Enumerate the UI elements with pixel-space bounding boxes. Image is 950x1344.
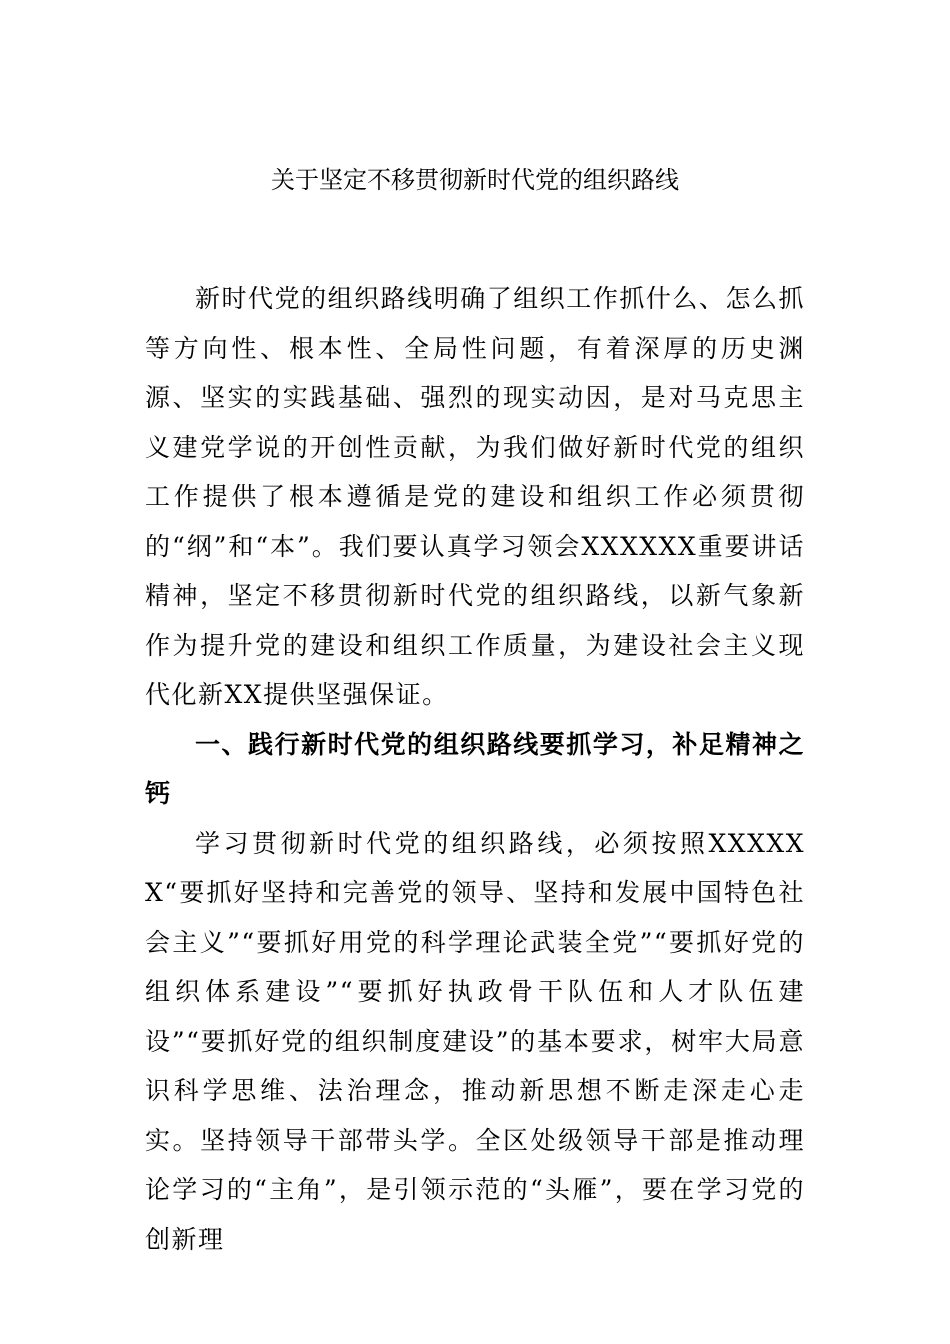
document-title: 关于坚定不移贯彻新时代党的组织路线: [271, 166, 679, 194]
section-heading-1: 一、践行新时代党的组织路线要抓学习，补足精神之钙: [145, 729, 805, 808]
document-body: [145, 274, 805, 1264]
paragraph-section-1: 学习贯彻新时代党的组织路线，必须按照XXXXXX“要抓好坚持和完善党的领导、坚持和发展中国特色社会主义”“要抓好用党的科学理论武装全党”“要抓好党的组织体系建设”“要抓好执政骨干队伍和人才队伍建设”“要抓好党的组织制度建设”的基本要求，树牢大局意识科学思维、法治理念，推动新思想不断走深走心走实。坚持领导干部带头学。全区处级领导干部是推动理论学习的“主角”，是引领示范的“头雁”，要在学习党的创新理: [145, 828, 805, 1254]
paragraph-intro: 新时代党的组织路线明确了组织工作抓什么、怎么抓等方向性、根本性、全局性问题，有着深厚的历史渊源、坚实的实践基础、强烈的现实动因，是对马克思主义建党学说的开创性贡献，为我们做好新时代党的组织工作提供了根本遵循是党的建设和组织工作必须贯彻的“纲”和“本”。我们要认真学习领会XXXXXX重要讲话精神，坚定不移贯彻新时代党的组织路线，以新气象新作为提升党的建设和组织工作质量，为建设社会主义现代化新XX提供坚强保证。: [145, 284, 805, 709]
